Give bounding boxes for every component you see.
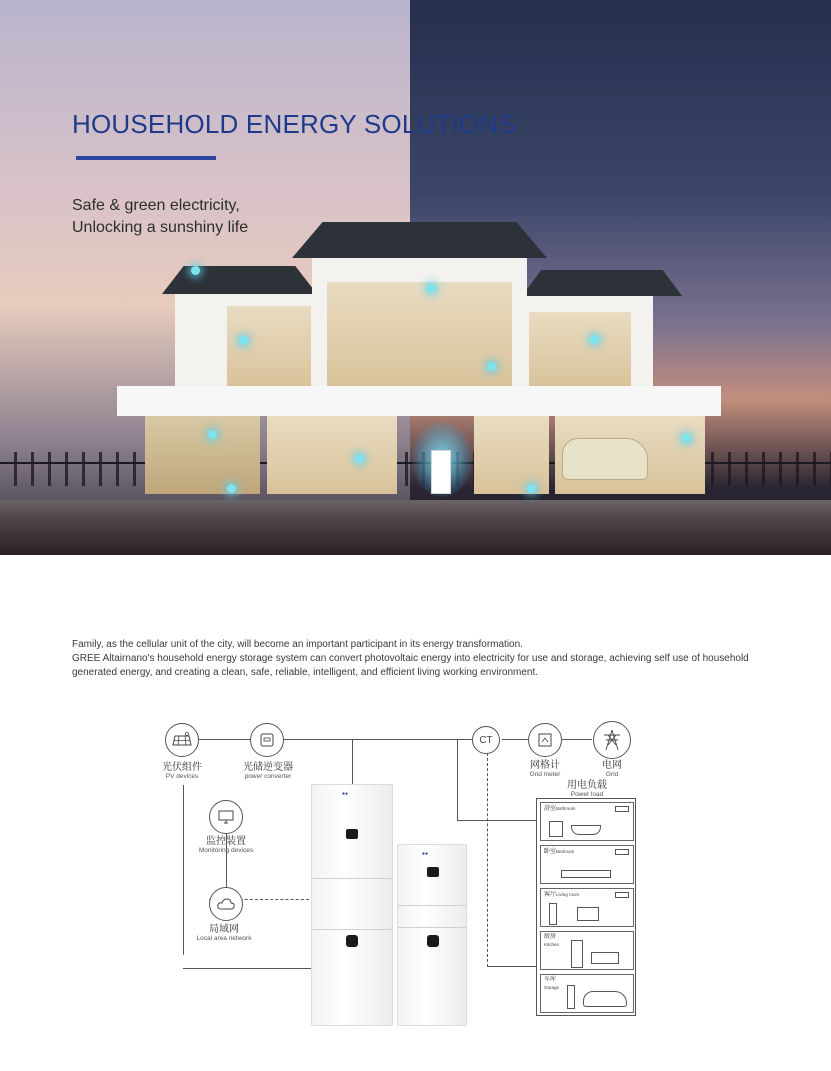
meter-label	[520, 760, 570, 779]
meter-label-en: Grid meter	[529, 771, 561, 778]
power-tower-icon	[593, 721, 631, 759]
room-en: Bedroom	[556, 849, 575, 854]
wire-ct-load	[487, 966, 536, 967]
inverter-icon	[250, 723, 284, 757]
load-row-garage	[540, 974, 634, 1013]
living-room	[267, 416, 397, 494]
cabinet-divider	[312, 929, 392, 930]
wire-load-entry	[457, 820, 537, 821]
room-zh: 车库	[544, 977, 557, 983]
intro-line-2: GREE Altairnano's household energy storage system can convert photovoltaic energy into electricity for use and storage, achieving self use of household generated energy, and creating a clean, safe, reliable, intelligent, and efficient living working environment.	[72, 653, 749, 678]
glow-point	[487, 362, 496, 371]
ess-unit	[431, 450, 451, 494]
room-zh: 厨房	[544, 934, 557, 940]
wire-to-load	[457, 739, 458, 821]
cabinet-screen	[427, 867, 439, 877]
monitor-label-zh: 监控装置	[206, 836, 246, 847]
energy-storage-cabinet-small	[397, 844, 467, 1026]
room-en: Kitchen	[544, 942, 560, 947]
load-label-zh: 用电负载	[567, 780, 607, 791]
lan-label-en: Local area network	[196, 935, 252, 942]
converter-label-en: power converter	[244, 773, 292, 780]
title-underline	[76, 156, 216, 160]
wire-left-bottom	[183, 968, 313, 969]
hero-subtitle	[72, 195, 248, 239]
car-icon	[583, 991, 627, 1007]
bed-icon	[561, 870, 611, 878]
meter-box	[615, 806, 629, 812]
brand-logo: ●●	[342, 791, 349, 797]
pv-label-en: PV devices	[165, 773, 199, 780]
brand-logo: ●●	[422, 851, 429, 857]
wire-converter-ct	[284, 739, 474, 740]
glow-point	[191, 266, 200, 275]
air-conditioner-icon	[549, 903, 557, 925]
glow-point	[427, 284, 436, 293]
meter-icon	[528, 723, 562, 757]
fridge-icon	[571, 940, 583, 968]
meter-box	[615, 849, 629, 855]
room-zh: 客厅	[544, 892, 557, 898]
ground	[0, 500, 831, 555]
ev-charger-icon	[567, 985, 575, 1009]
load-row-living-room	[540, 888, 634, 927]
room-en: Garage	[544, 985, 560, 990]
glow-point	[227, 484, 236, 493]
room-en: Bathroom	[556, 806, 576, 811]
monitor-label	[190, 836, 262, 855]
power-load-panel	[536, 798, 636, 1016]
glow-point	[208, 430, 217, 439]
subtitle-line-2: Unlocking a sunshiny life	[72, 219, 249, 236]
left-bedroom	[227, 306, 311, 388]
glow-point	[355, 454, 364, 463]
meter-box	[615, 892, 629, 898]
pv-label-zh: 光伏组件	[162, 762, 202, 773]
lan-label	[188, 924, 260, 943]
wire-pv-converter	[199, 739, 251, 740]
glow-point	[527, 484, 536, 493]
converter-label	[236, 762, 300, 781]
cabinet-divider	[312, 878, 392, 879]
page-title: HOUSEHOLD ENERGY SOLUTIONS	[72, 109, 516, 139]
room-en: Living room	[556, 892, 580, 897]
room-label	[544, 848, 574, 856]
center-roof	[292, 222, 547, 258]
solar-panel-icon	[165, 723, 199, 757]
bathtub-icon	[571, 825, 601, 835]
converter-label-zh: 光储逆变器	[243, 762, 293, 773]
monitor-label-en: Monitoring devices	[198, 847, 254, 854]
room-zh: 浴室	[544, 806, 557, 812]
kitchen	[145, 416, 260, 494]
load-label-en: Power load	[570, 791, 604, 798]
energy-storage-cabinet-large	[311, 784, 393, 1026]
car	[562, 438, 648, 480]
cloud-icon	[209, 887, 243, 921]
pv-label	[155, 762, 209, 781]
left-roof	[162, 266, 317, 294]
room-label	[544, 891, 579, 899]
ct-signal-dashed	[487, 753, 488, 967]
tv-icon	[577, 907, 599, 921]
right-bedroom	[529, 312, 631, 388]
room-label	[544, 934, 559, 949]
floor-slab	[117, 386, 721, 416]
ct-label: CT	[479, 734, 493, 746]
load-row-bathroom	[540, 802, 634, 841]
right-roof	[522, 270, 682, 296]
ct-node	[472, 726, 500, 754]
wire-ct-meter	[502, 739, 528, 740]
grid-label	[590, 760, 634, 779]
load-row-kitchen	[540, 931, 634, 970]
glow-point	[682, 434, 691, 443]
house-illustration	[117, 222, 721, 502]
cabinet-screen	[346, 829, 358, 839]
monitor-icon	[209, 800, 243, 834]
grid-label-zh: 电网	[602, 760, 622, 771]
stove-icon	[591, 952, 619, 964]
wire-to-cabinet	[352, 739, 353, 785]
room-label	[544, 977, 559, 992]
center-upper-room	[327, 282, 512, 388]
intro-line-1: Family, as the cellular unit of the city, will become an important participant in its energy transformation.	[72, 639, 523, 650]
wire-left-vertical	[183, 785, 184, 955]
load-label	[555, 780, 619, 799]
room-label	[544, 805, 576, 813]
washer-icon	[549, 821, 563, 837]
load-row-bedroom	[540, 845, 634, 884]
subtitle-line-1: Safe & green electricity,	[72, 197, 240, 214]
room-zh: 卧室	[544, 849, 557, 855]
meter-label-zh: 网格计	[530, 760, 560, 771]
grid-label-en: Grid	[605, 771, 619, 778]
glow-point	[239, 336, 248, 345]
wire-meter-grid	[562, 739, 592, 740]
intro-paragraph	[72, 638, 762, 680]
bathroom	[474, 416, 549, 494]
cabinet-divider	[398, 905, 466, 906]
cabinet-button	[346, 935, 358, 947]
lan-label-zh: 局域网	[209, 924, 239, 935]
cabinet-button	[427, 935, 439, 947]
glow-point	[590, 335, 599, 344]
cabinet-divider	[398, 927, 466, 928]
